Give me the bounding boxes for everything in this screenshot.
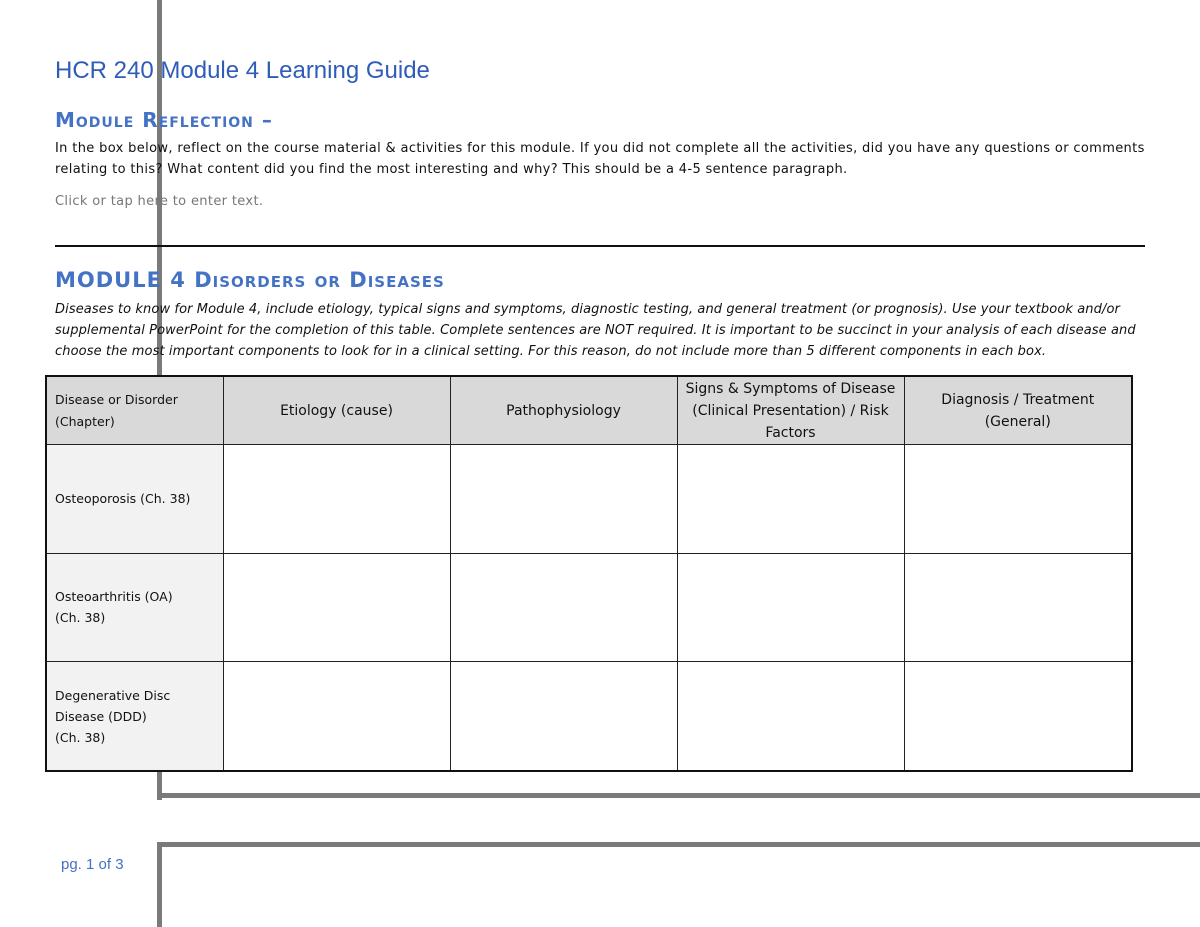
header-etiology: Etiology (cause) — [223, 376, 450, 445]
footer-frame — [157, 842, 1200, 927]
row-label-line: Osteoarthritis (OA) — [55, 589, 173, 605]
reflection-instructions: In the box below, reflect on the course material & activities for this module. If you did not complete all the activities, did you have any questions or comments relating to this? What content did you find the most interesting and why? This should be a 4-5 sentence paragraph. — [55, 141, 1145, 177]
disorders-instructions: Diseases to know for Module 4, include etiology, typical signs and symptoms, diagnostic testing, and general treatment (or prognosis). Use your textbook and/or supplemental PowerPoint for the completion of this table. Complete sentences are NOT required. It is important to be succinct in your analysis of each disease and choose the most important components to look for in a clinical setting. For this reason, do not include more than 5 different components in each box. — [55, 302, 1136, 359]
row-label-line: (Ch. 38) — [55, 729, 106, 745]
page-number: pg. 1 of 3 — [61, 856, 124, 873]
section-divider — [55, 245, 1145, 247]
disorders-heading: MODULE 4 Disorders or Diseases — [55, 268, 445, 292]
diagnosis-treatment-cell[interactable] — [904, 662, 1132, 771]
table-header-row — [46, 376, 1132, 445]
document-title: HCR 240 Module 4 Learning Guide — [55, 57, 430, 84]
table-row — [46, 662, 1132, 771]
row-label-line: Osteoporosis (Ch. 38) — [55, 491, 191, 507]
row-label — [46, 662, 223, 771]
pathophysiology-cell[interactable] — [450, 662, 677, 771]
header-diagnosis-treatment: Diagnosis / Treatment (General) — [904, 376, 1132, 445]
header-disease: Disease or Disorder (Chapter) — [46, 376, 223, 445]
signs-symptoms-cell[interactable] — [677, 445, 904, 554]
etiology-cell[interactable] — [223, 662, 450, 771]
row-label — [46, 553, 223, 662]
row-label-line: Disease (DDD) — [55, 708, 147, 724]
table-row — [46, 445, 1132, 554]
etiology-cell[interactable] — [223, 445, 450, 554]
frame-horizontal-line — [157, 793, 1200, 798]
row-label-line: (Ch. 38) — [55, 610, 106, 626]
header-signs-symptoms: Signs & Symptoms of Disease (Clinical Presentation) / Risk Factors — [677, 376, 904, 445]
diagnosis-treatment-cell[interactable] — [904, 445, 1132, 554]
row-label-line: Degenerative Disc — [55, 687, 171, 703]
table-row — [46, 553, 1132, 662]
signs-symptoms-cell[interactable] — [677, 553, 904, 662]
etiology-cell[interactable] — [223, 553, 450, 662]
pathophysiology-cell[interactable] — [450, 553, 677, 662]
reflection-text-field[interactable]: Click or tap here to enter text. — [55, 194, 264, 209]
signs-symptoms-cell[interactable] — [677, 662, 904, 771]
pathophysiology-cell[interactable] — [450, 445, 677, 554]
header-pathophysiology: Pathophysiology — [450, 376, 677, 445]
disease-table — [45, 375, 1133, 772]
module-reflection-heading: Module Reflection – — [55, 108, 273, 132]
row-label — [46, 445, 223, 554]
diagnosis-treatment-cell[interactable] — [904, 553, 1132, 662]
